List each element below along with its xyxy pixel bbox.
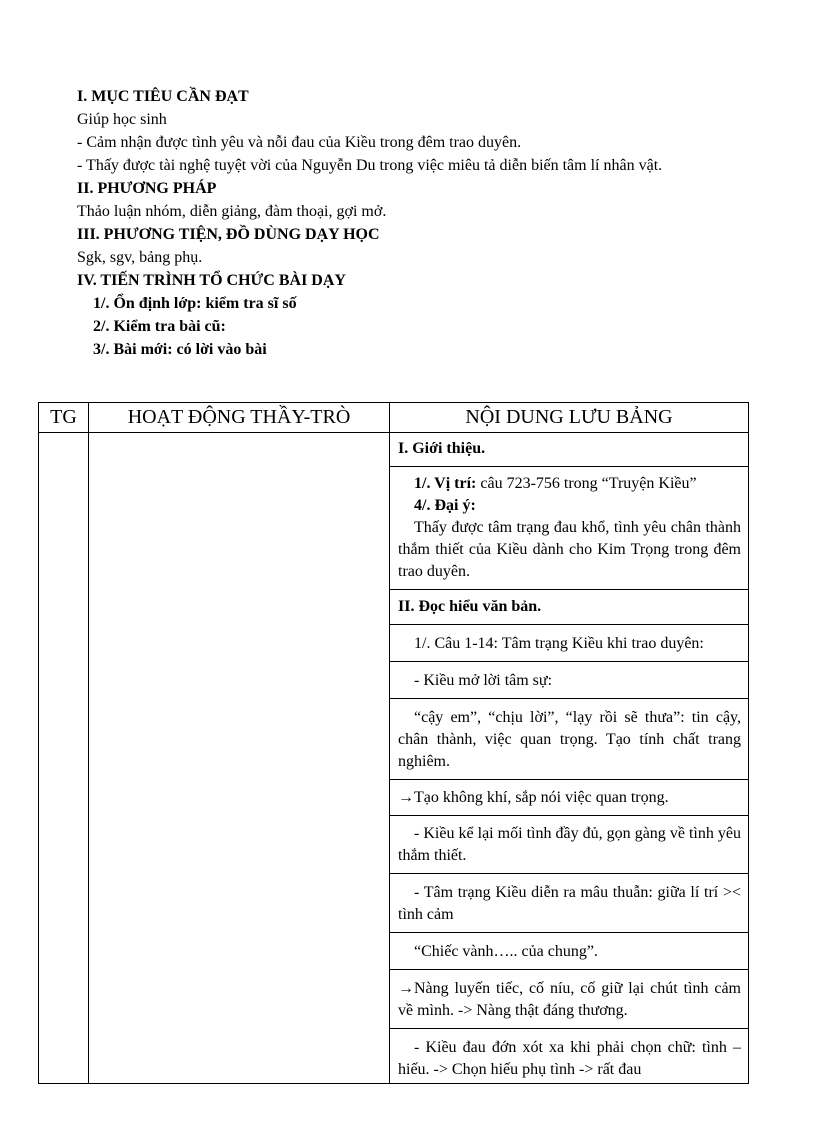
ring-quote: “Chiếc vành….. của chung”. bbox=[414, 943, 598, 960]
meaning-text: Thấy được tâm trạng đau khổ, tình yêu chân thành thắm thiết của Kiều dành cho Kim Trọng trong đêm trao duyên. bbox=[398, 519, 741, 580]
intro-heading: I. Giới thiệu. bbox=[398, 440, 486, 457]
board-content-cell bbox=[390, 433, 749, 1084]
section-atmosphere bbox=[390, 780, 748, 816]
objective-item: - Thấy được tài nghệ tuyệt vời của Nguyễn Du trong việc miêu tả diễn biến tâm lí nhân vật. bbox=[77, 157, 663, 174]
section-pain bbox=[390, 1029, 748, 1083]
reading-heading: II. Đọc hiểu văn bản. bbox=[398, 598, 542, 615]
process-step: 1/. Ổn định lớp: kiểm tra sĩ số bbox=[93, 295, 297, 312]
section-ring bbox=[390, 933, 748, 970]
conflict-text: - Tâm trạng Kiều diễn ra mâu thuẫn: giữa lí trí >< tình cảm bbox=[398, 884, 741, 923]
verse-heading: 1/. Câu 1-14: Tâm trạng Kiều khi trao duyên: bbox=[414, 635, 704, 652]
arrow-icon: → bbox=[398, 980, 414, 997]
process-step: 2/. Kiểm tra bài cũ: bbox=[93, 318, 226, 335]
quotes-text: “cậy em”, “chịu lời”, “lạy rồi sẽ thưa”: tin cậy, chân thành, việc quan trọng. Tạo tính chất trang nghiêm. bbox=[398, 709, 741, 770]
header-time: TG bbox=[39, 403, 89, 433]
pain-text: - Kiều đau đớn xót xa khi phải chọn chữ: tình – hiếu. -> Chọn hiếu phụ tình -> rất đau bbox=[398, 1039, 741, 1078]
process-heading: IV. TIẾN TRÌNH TỔ CHỨC BÀI DẠY bbox=[77, 272, 346, 289]
objectives-intro: Giúp học sinh bbox=[77, 111, 167, 128]
table-row bbox=[39, 433, 749, 1084]
section-verse bbox=[390, 625, 748, 662]
activities-cell bbox=[89, 433, 390, 1084]
method-text: Thảo luận nhóm, diễn giảng, đàm thoại, gợi mở. bbox=[77, 203, 387, 220]
lesson-table bbox=[38, 402, 749, 1084]
position-text: câu 723-756 trong “Truyện Kiều” bbox=[476, 475, 697, 492]
arrow-icon: → bbox=[398, 789, 414, 806]
meaning-label: 4/. Đại ý: bbox=[414, 497, 476, 514]
position-label: 1/. Vị trí: bbox=[414, 475, 477, 492]
regret-text: Nàng luyến tiếc, cố níu, cố giữ lại chút tình cảm về mình. -> Nàng thật đáng thương. bbox=[398, 980, 741, 1019]
objective-item: - Cảm nhận được tình yêu và nỗi đau của Kiều trong đêm trao duyên. bbox=[77, 134, 522, 151]
objectives-heading: I. MỤC TIÊU CẦN ĐẠT bbox=[77, 88, 249, 105]
section-regret bbox=[390, 970, 748, 1029]
retells-text: - Kiều kể lại mối tình đầy đủ, gọn gàng về tình yêu thắm thiết. bbox=[398, 825, 741, 864]
table-header-row bbox=[39, 403, 749, 433]
time-cell bbox=[39, 433, 89, 1084]
tools-heading: III. PHƯƠNG TIỆN, ĐỒ DÙNG DẠY HỌC bbox=[77, 226, 380, 243]
section-retells bbox=[390, 816, 748, 874]
header-activities: HOẠT ĐỘNG THẦY-TRÒ bbox=[89, 403, 390, 433]
tools-text: Sgk, sgv, bảng phụ. bbox=[77, 249, 203, 266]
section-opens bbox=[390, 662, 748, 699]
section-conflict bbox=[390, 874, 748, 933]
section-intro bbox=[390, 433, 748, 467]
atmosphere-text: Tạo không khí, sắp nói việc quan trọng. bbox=[414, 789, 669, 806]
section-quotes bbox=[390, 699, 748, 780]
process-step: 3/. Bài mới: có lời vào bài bbox=[93, 341, 267, 358]
position-line bbox=[398, 473, 741, 495]
header-board-content: NỘI DUNG LƯU BẢNG bbox=[390, 403, 749, 433]
lesson-intro bbox=[77, 85, 737, 361]
kieu-opens: - Kiều mở lời tâm sự: bbox=[414, 672, 553, 689]
section-position-meaning bbox=[390, 467, 748, 590]
section-reading bbox=[390, 590, 748, 625]
method-heading: II. PHƯƠNG PHÁP bbox=[77, 180, 217, 197]
atmosphere-line bbox=[398, 787, 741, 809]
regret-line bbox=[398, 978, 741, 1022]
